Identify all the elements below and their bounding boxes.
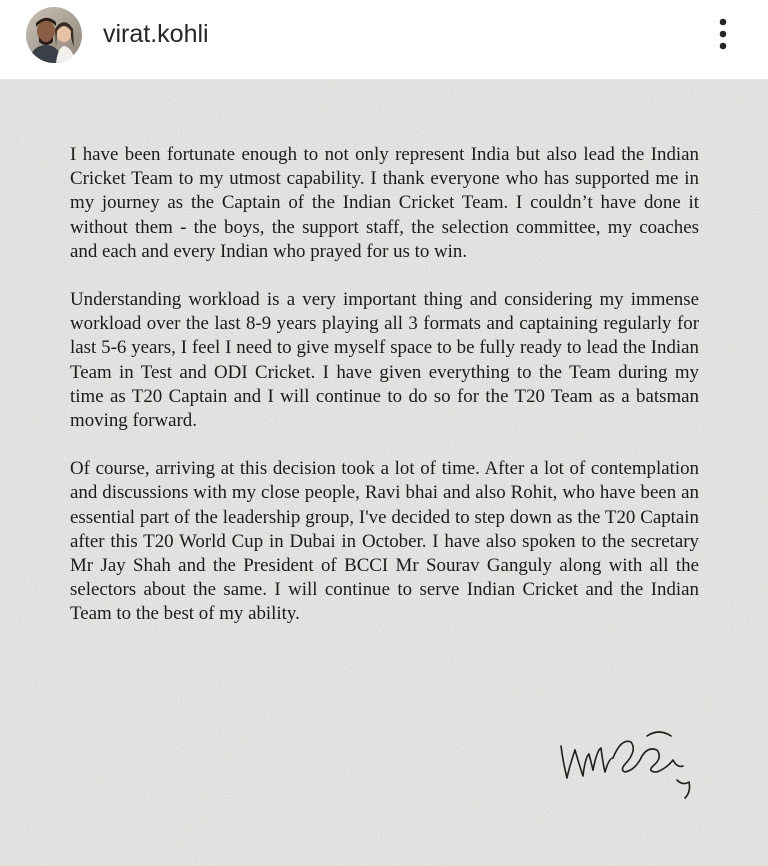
more-options-button[interactable]: [706, 12, 740, 58]
signature: [553, 728, 703, 803]
letter-body: [70, 143, 699, 651]
avatar[interactable]: [26, 7, 82, 63]
username-link[interactable]: virat.kohli: [103, 20, 209, 48]
vertical-ellipsis-icon: [706, 12, 740, 58]
letter-image: [0, 80, 768, 866]
letter-paragraph: Of course, arriving at this decision took a lot of time. After a lot of contemplation and discussions with my close people, Ravi bhai and also Rohit, who have been an essential part of the leadership group, I've decided to step down as the T20 Captain after this T20 World Cup in Dubai in October. I have also spoken to the secretary Mr Jay Shah and the President of BCCI Mr Sourav Ganguly along with all the selectors about the same. I will continue to serve Indian Cricket and the Indian Team to the best of my ability.: [70, 458, 699, 625]
letter-paragraph: Understanding workload is a very important thing and considering my immense workload over the last 8-9 years playing all 3 formats and captaining regularly for last 5-6 years, I feel I need to give myself space to be fully ready to lead the Indian Team in Test and ODI Cricket. I have given everything to the Team during my time as T20 Captain and I will continue to do so for the T20 Team as a batsman moving forward.: [70, 289, 699, 432]
letter-paragraph: I have been fortunate enough to not only represent India but also lead the Indian Cricket Team to my utmost capability. I thank everyone who has supported me in my journey as the Captain of the Indian Cricket Team. I couldn’t have done it without them - the boys, the support staff, the selection committee, my coaches and each and every Indian who prayed for us to win.: [70, 144, 699, 262]
profile-avatar-icon: [26, 7, 82, 63]
post-header: [0, 0, 768, 80]
